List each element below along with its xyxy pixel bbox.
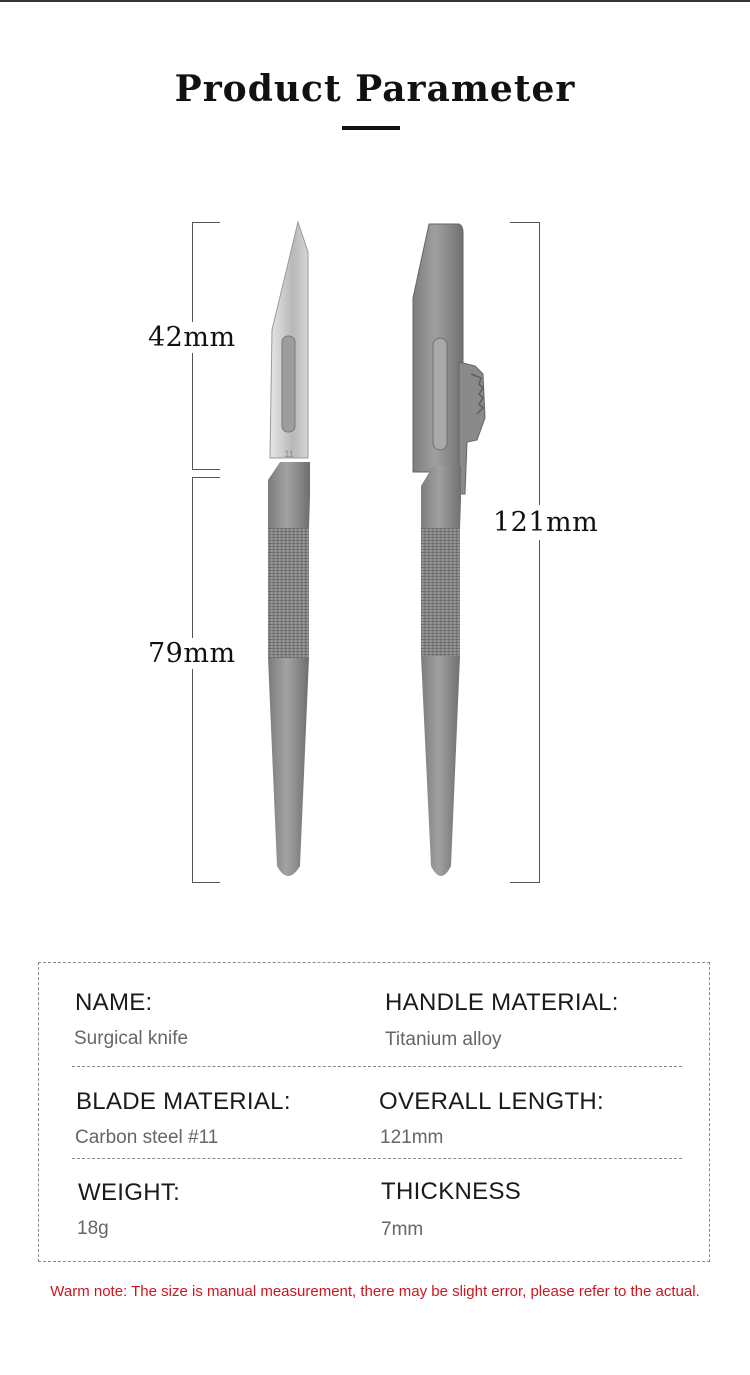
warm-note: Warm note: The size is manual measurement, there may be slight error, please refer to the actual. [50, 1283, 700, 1300]
page-title: Product Parameter [174, 68, 576, 110]
spec-handle-material-key: HANDLE MATERIAL: [385, 989, 619, 1016]
spec-overall-length-value: 121mm [380, 1127, 444, 1148]
blade-number-text: 11 [284, 449, 294, 459]
spec-handle-material-value: Titanium alloy [385, 1029, 502, 1050]
spec-thickness-value: 7mm [381, 1219, 424, 1240]
overall-length-bracket [510, 222, 540, 883]
spec-row-divider [72, 1066, 682, 1067]
handle-length-bracket [192, 477, 220, 883]
knife-blade-view-image [250, 218, 330, 888]
top-divider [0, 0, 750, 2]
overall-length-label: 121mm [493, 507, 599, 538]
spec-thickness-key: THICKNESS [381, 1178, 522, 1205]
handle-length-label: 79mm [148, 638, 236, 669]
spec-blade-material-value: Carbon steel #11 [75, 1127, 219, 1148]
spec-name-value: Surgical knife [74, 1028, 189, 1049]
spec-weight-value: 18g [77, 1218, 109, 1239]
title-underline [342, 126, 400, 130]
spec-blade-material-key: BLADE MATERIAL: [76, 1088, 291, 1115]
spec-overall-length-key: OVERALL LENGTH: [379, 1088, 605, 1115]
spec-row-divider [72, 1158, 682, 1159]
blade-length-label: 42mm [148, 322, 236, 353]
spec-name-key: NAME: [75, 989, 153, 1016]
spec-weight-key: WEIGHT: [78, 1179, 181, 1206]
knife-closed-view-image [405, 218, 505, 888]
